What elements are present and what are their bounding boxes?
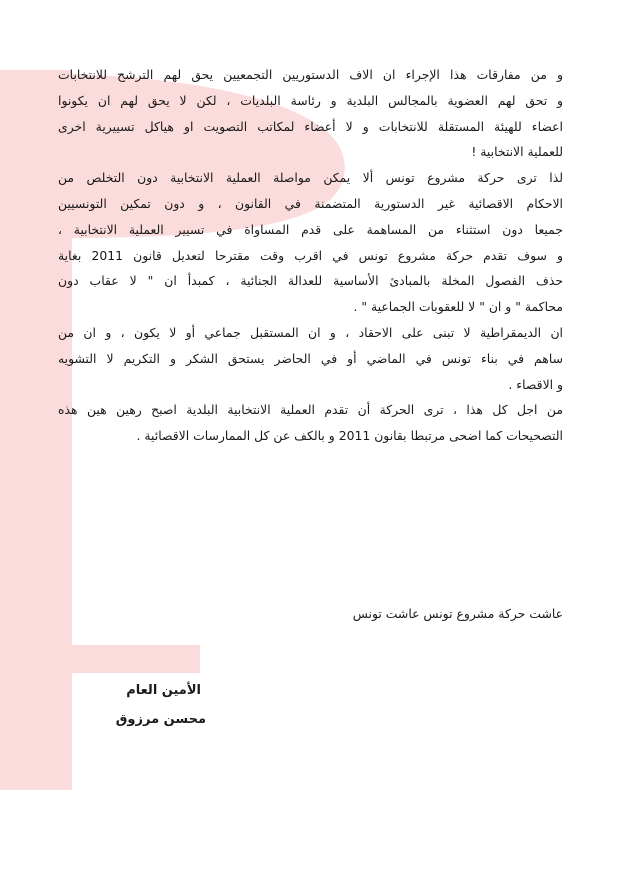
paragraph-line: اعضاء للهيئة المستقلة للانتخابات و لا أعضاء لمكاتب التصويت او هياكل تسييرية اخرى bbox=[58, 118, 563, 134]
letter-body bbox=[58, 62, 563, 449]
closing-slogan: عاشت حركة مشروع تونس عاشت تونس bbox=[352, 606, 563, 621]
paragraph-line: ان الديمقراطية لا تبنى على الاحقاد ، و ان المستقبل جماعي أو لا يكون ، و ان من bbox=[58, 324, 563, 340]
paragraph-line: و تحق لهم العضوية بالمجالس البلدية و رئاسة البلديات ، لكن لا يحق لهم ان يكونوا bbox=[58, 92, 563, 108]
paragraph-line: و سوف تقدم حركة مشروع تونس في اقرب وقت مقترحا لتعديل قانون 2011 بغاية bbox=[58, 247, 563, 263]
paragraph-line: لذا ترى حركة مشروع تونس ألا يمكن مواصلة العملية الانتخابية دون التخلص من bbox=[58, 170, 563, 186]
paragraph-line: التصحيحات كما اضحى مرتبطا بقانون 2011 و بالكف عن كل الممارسات الاقصائية . bbox=[136, 428, 563, 444]
paragraph-line: ساهم في بناء تونس في الماضي أو في الحاضر يستحق الشكر و التكريم لا التشويه bbox=[58, 350, 563, 366]
signatory-title: الأمين العام bbox=[126, 683, 201, 698]
paragraph-line: و من مفارقات هذا الإجراء ان الاف الدستوريين التجمعيين يحق لهم الترشح للانتخابات bbox=[58, 67, 563, 82]
paragraph-line: حذف الفصول المخلة بالمبادئ الأساسية للعدالة الجنائية ، كمبدأ ان " لا عقاب دون bbox=[58, 273, 563, 289]
paragraph-line: محاكمة " و ان " لا للعقوبات الجماعية " . bbox=[353, 299, 563, 315]
paragraph-line: جميعا دون استثناء من المساهمة على قدم المساواة في تسيير العملية الانتخابية ، bbox=[58, 221, 563, 237]
paragraph-line: و الاقصاء . bbox=[508, 376, 563, 392]
paragraph-line: من اجل كل هذا ، ترى الحركة أن تقدم العملية الانتخابية البلدية اصبح رهين هين هذه bbox=[58, 402, 563, 418]
paragraph-line: الاحكام الاقصائية غير الدستورية المتضمنة في القانون ، و دون تمكين التونسيين bbox=[58, 195, 563, 211]
paragraph-line: للعملية الانتخابية ! bbox=[471, 144, 563, 160]
signatory-name: محسن مرزوق bbox=[115, 712, 206, 727]
